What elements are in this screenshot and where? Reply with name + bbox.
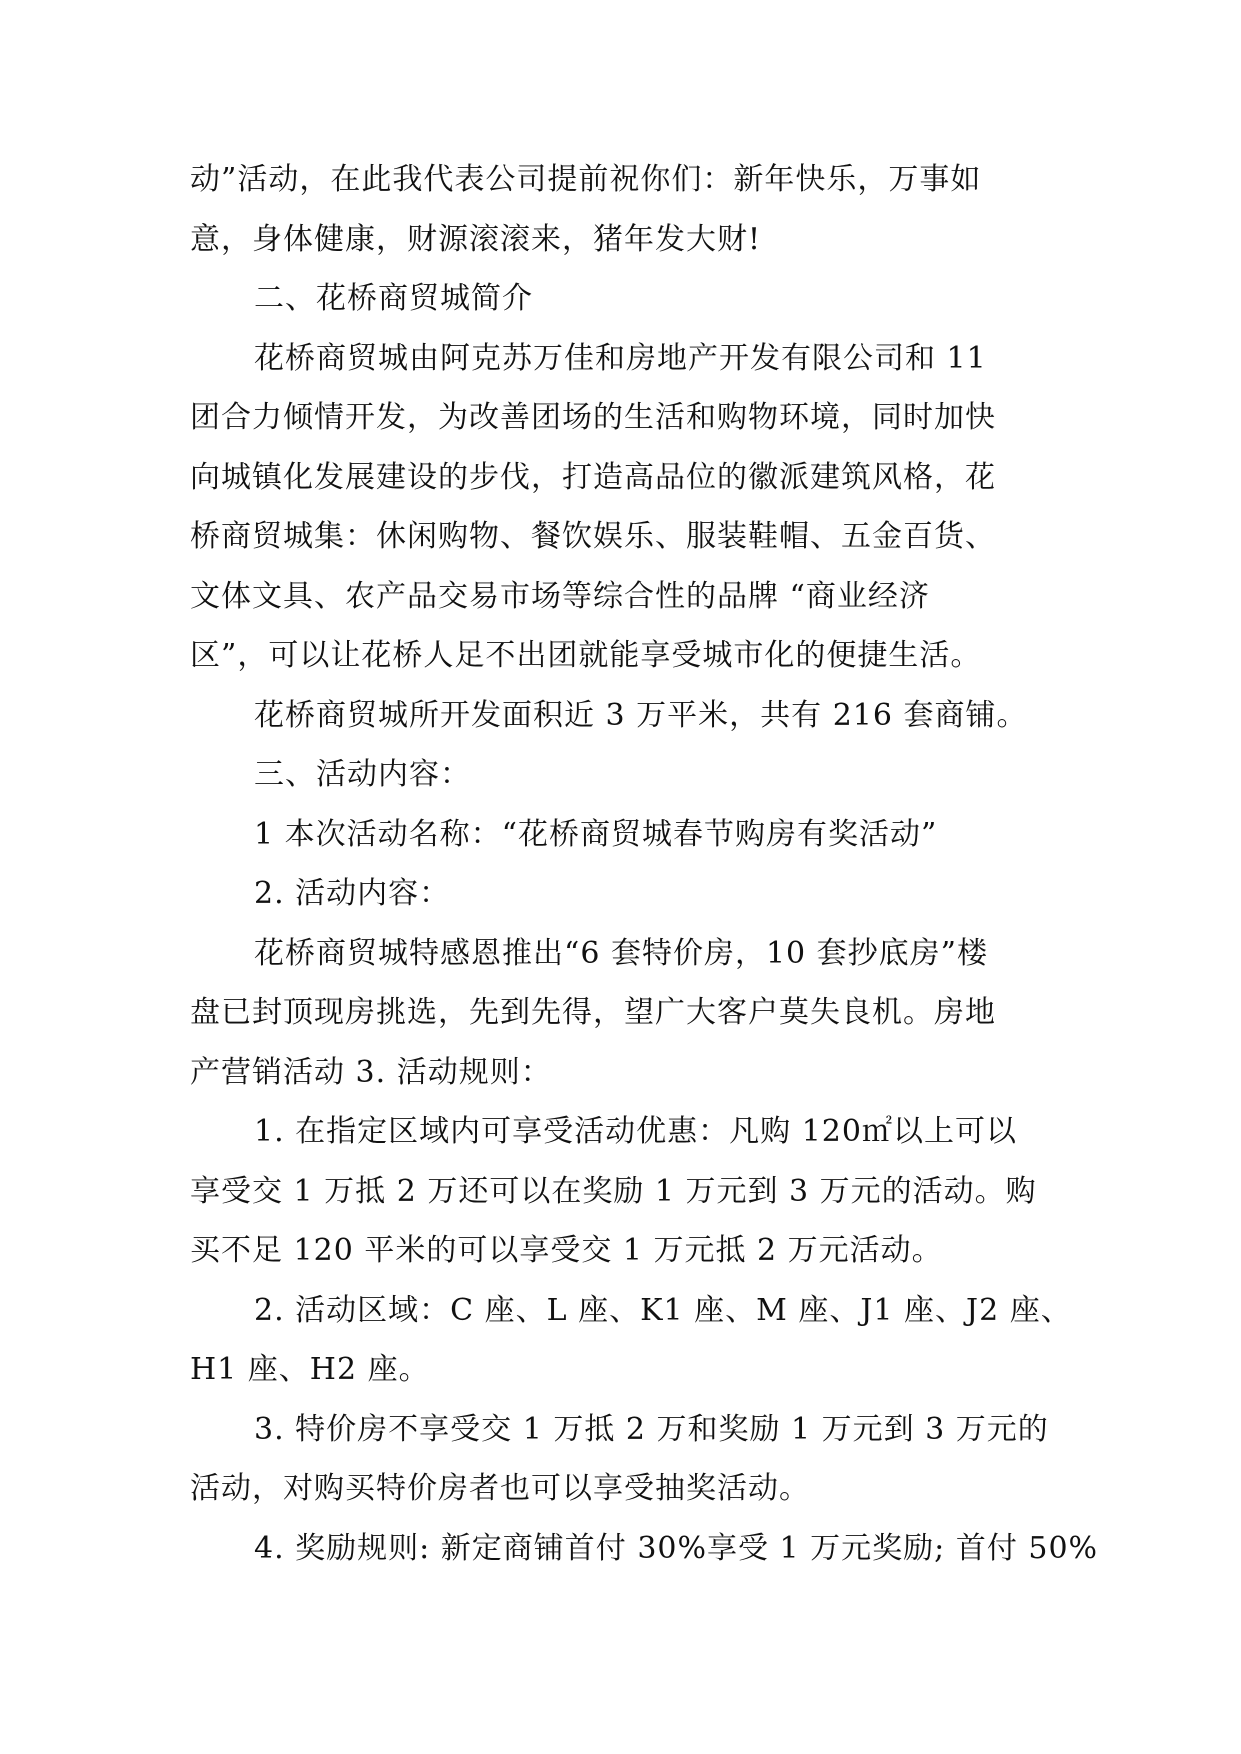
text-line: 买不足 120 平米的可以享受交 1 万元抵 2 万元活动。 [190, 1233, 943, 1268]
text-line: 1. 在指定区域内可享受活动优惠：凡购 120㎡以上可以 [254, 1114, 1017, 1149]
text-line: 产营销活动 3. 活动规则： [190, 1054, 552, 1090]
text-line: 享受交 1 万抵 2 万还可以在奖励 1 万元到 3 万元的活动。购 [190, 1173, 1037, 1209]
text-line: 1 本次活动名称：“花桥商贸城春节购房有奖活动” [254, 816, 938, 852]
text-line: 团合力倾情开发，为改善团场的生活和购物环境，同时加快 [190, 400, 996, 435]
text-line: 2. 活动内容： [254, 876, 451, 911]
text-line: 活动，对购买特价房者也可以享受抽奖活动。 [190, 1471, 810, 1506]
text-line: 桥商贸城集：休闲购物、餐饮娱乐、服装鞋帽、五金百货、 [190, 519, 996, 554]
text-line: 文体文具、农产品交易市场等综合性的品牌 “商业经济 [190, 578, 930, 614]
section-heading: 二、花桥商贸城简介 [254, 281, 533, 316]
text-line: 4. 奖励规则: 新定商铺首付 30%享受 1 万元奖励; 首付 50% [254, 1530, 1099, 1566]
text-line: 2. 活动区域：C 座、L 座、K1 座、M 座、J1 座、J2 座、 [254, 1292, 1072, 1328]
text-line: 动”活动，在此我代表公司提前祝你们：新年快乐，万事如 [190, 162, 982, 197]
text-line: H1 座、H2 座。 [190, 1352, 430, 1387]
text-line: 3. 特价房不享受交 1 万抵 2 万和奖励 1 万元到 3 万元的 [254, 1411, 1049, 1447]
text-line: 花桥商贸城所开发面积近 3 万平米，共有 216 套商铺。 [254, 697, 1028, 733]
text-line: 盘已封顶现房挑选，先到先得，望广大客户莫失良机。房地 [190, 995, 996, 1030]
text-line: 花桥商贸城特感恩推出“6 套特价房，10 套抄底房”楼 [254, 935, 989, 971]
section-heading: 三、活动内容： [254, 757, 471, 792]
text-line: 意，身体健康，财源滚滚来，猪年发大财! [190, 221, 762, 257]
text-line: 花桥商贸城由阿克苏万佳和房地产开发有限公司和 11 [254, 340, 987, 376]
text-line: 向城镇化发展建设的步伐，打造高品位的徽派建筑风格，花 [190, 459, 996, 495]
text-line: 区”，可以让花桥人足不出团就能享受城市化的便捷生活。 [190, 638, 982, 673]
document-body [190, 150, 1099, 1578]
